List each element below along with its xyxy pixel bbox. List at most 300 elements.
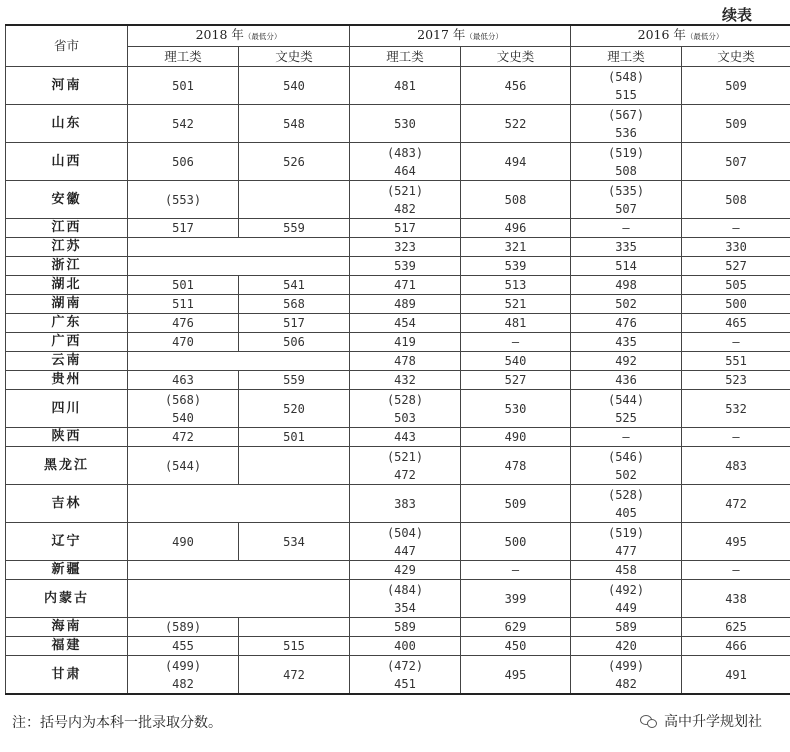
score-cell [128,295,239,314]
score-cell [682,523,790,561]
score-cell [239,143,350,181]
score-value: 419 [394,335,416,349]
score-value: (499) [164,658,202,673]
table-row [6,523,790,561]
score-value: 629 [504,620,527,634]
province-cell: 湖北 [6,276,128,295]
table-row [6,656,790,695]
score-cell [128,428,239,447]
province-cell: 海南 [6,618,128,637]
score-value: 498 [615,278,637,292]
province-cell: 新疆 [6,561,128,580]
province-cell: 广西 [6,333,128,352]
score-value: 449 [615,600,637,615]
province-cell: 四川 [6,390,128,428]
score-cell [461,580,571,618]
score-value: 507 [615,201,637,216]
score-value: — [511,563,520,577]
score-cell [239,637,350,656]
score-value: — [622,430,630,444]
score-value: 472 [172,430,194,444]
score-cell [682,314,790,333]
score-value: 489 [394,297,416,311]
table-row [6,105,790,143]
score-value: 551 [725,354,747,368]
score-value: 517 [394,221,416,235]
score-cell [350,67,461,105]
header-sub: 理工类 [350,47,461,67]
score-cell [128,371,239,390]
score-cell [128,618,239,637]
score-cell [682,219,790,238]
score-value: 405 [615,505,637,520]
score-value: 542 [172,116,194,131]
score-value: 438 [725,591,747,606]
score-cell [350,580,461,618]
table-row [6,390,790,428]
score-cell [461,238,571,257]
score-value: (544) [607,392,645,407]
score-value: 383 [394,496,416,511]
province-cell: 福建 [6,637,128,656]
score-cell [571,485,682,523]
score-cell [461,371,571,390]
score-cell [682,295,790,314]
score-cell [461,561,571,580]
score-value: 511 [172,297,194,311]
province-cell: 黑龙江 [6,447,128,485]
score-cell [350,257,461,276]
score-value: 508 [615,163,637,178]
score-cell [571,561,682,580]
score-cell [128,523,239,561]
province-cell: 甘肃 [6,656,128,695]
score-value: (504) [386,525,424,540]
table-row [6,352,790,371]
score-value: 515 [283,639,305,653]
score-cell [682,276,790,295]
table-row [6,181,790,219]
province-cell: 吉林 [6,485,128,523]
score-value: 559 [283,221,305,235]
score-value: 526 [283,154,305,169]
score-value: 500 [725,297,747,311]
score-value: — [732,430,740,444]
score-cell [350,238,461,257]
score-value: 472 [394,467,416,482]
score-cell [461,181,571,219]
score-value: 589 [615,620,637,634]
score-value: 522 [504,116,527,131]
score-cell [682,428,790,447]
brand [640,711,762,731]
province-cell: 江西 [6,219,128,238]
score-cell [128,276,239,295]
score-cell [461,143,571,181]
score-cell [682,390,790,428]
score-cell [571,656,682,695]
score-value: 476 [172,316,194,330]
score-cell-empty [128,580,350,618]
score-value: 525 [615,410,637,425]
score-value: 456 [504,78,527,93]
score-cell [682,238,790,257]
header-sub: 理工类 [571,47,682,67]
score-value: 540 [283,78,305,93]
score-cell [461,257,571,276]
score-cell [461,618,571,637]
score-value: 527 [504,373,527,387]
score-value: 463 [172,373,194,387]
province-cell: 山西 [6,143,128,181]
table-row [6,67,790,105]
score-value: 534 [283,534,305,549]
score-cell [461,485,571,523]
score-cell [682,352,790,371]
score-cell [461,295,571,314]
header-sub: 文史类 [239,47,350,67]
score-cell [128,143,239,181]
score-cell [461,219,571,238]
score-value: (553) [164,192,202,207]
score-value: 495 [725,534,747,549]
score-value: — [622,221,630,235]
score-cell [350,390,461,428]
score-value: 481 [504,316,527,330]
score-value: 491 [725,667,747,682]
score-value: 482 [394,201,416,216]
score-cell [128,67,239,105]
score-value: 513 [504,278,527,292]
score-cell [682,656,790,695]
score-cell [128,219,239,238]
score-cell [239,105,350,143]
score-value: (484) [386,582,424,597]
score-value: (546) [607,449,645,464]
score-cell [461,276,571,295]
score-value: (544) [164,458,202,473]
score-cell [682,67,790,105]
score-cell [571,447,682,485]
score-cell [128,105,239,143]
score-value: — [511,335,520,349]
score-cell [239,67,350,105]
score-cell [682,580,790,618]
table-row [6,637,790,656]
header-year-2017: 2017 年（最低分） [350,25,571,47]
score-value: 451 [394,676,416,691]
score-value: 472 [283,667,305,682]
score-cell [239,447,350,485]
score-value: 509 [725,78,747,93]
province-cell: 浙江 [6,257,128,276]
score-cell [461,390,571,428]
score-value: (519) [607,525,645,540]
province-cell: 安徽 [6,181,128,219]
score-cell [682,257,790,276]
table-row [6,428,790,447]
province-cell: 山东 [6,105,128,143]
score-value: (528) [386,392,424,407]
wechat-icon [640,714,658,728]
score-cell [350,219,461,238]
score-cell [571,67,682,105]
score-cell [350,143,461,181]
province-cell: 陕西 [6,428,128,447]
score-value: 432 [394,373,416,387]
score-value: 436 [615,373,637,387]
score-value: 400 [394,639,416,653]
score-cell [128,333,239,352]
score-value: 539 [394,259,416,273]
score-value: 471 [394,278,416,292]
score-cell [571,428,682,447]
score-value: 443 [394,430,416,444]
header-province: 省市 [6,25,128,67]
score-value: 478 [504,458,527,473]
score-cell [350,561,461,580]
score-value: (472) [386,658,424,673]
score-cell [682,561,790,580]
score-value: 508 [504,192,527,207]
score-cell [128,181,239,219]
score-cell [571,352,682,371]
score-value: (521) [386,449,424,464]
score-cell [571,105,682,143]
score-cell [461,105,571,143]
table-row [6,295,790,314]
score-cell [239,219,350,238]
score-cell [239,333,350,352]
score-value: 540 [504,354,527,368]
score-value: 541 [283,278,305,292]
score-value: 482 [172,676,194,691]
table-row [6,219,790,238]
score-cell [682,618,790,637]
score-value: 527 [725,259,747,273]
score-value: — [732,563,740,577]
score-cell [239,523,350,561]
score-value: 476 [615,316,637,330]
score-value: 548 [283,116,305,131]
score-value: 490 [172,534,194,549]
score-value: 568 [283,297,305,311]
score-value: 354 [394,600,416,615]
score-value: 517 [283,316,305,330]
score-value: 507 [725,154,747,169]
score-value: 458 [615,563,637,577]
score-cell [571,238,682,257]
province-cell: 河南 [6,67,128,105]
score-value: 521 [504,297,527,311]
score-value: 496 [504,221,527,235]
score-table [5,24,790,695]
score-value: 530 [504,401,527,416]
score-value: 502 [615,297,637,311]
score-cell [571,580,682,618]
score-value: 505 [725,278,747,292]
score-cell [128,656,239,695]
score-cell [461,447,571,485]
score-cell-empty [128,257,350,276]
score-cell [571,181,682,219]
score-value: 429 [394,563,416,577]
table-row [6,257,790,276]
score-cell [239,428,350,447]
score-cell [571,219,682,238]
province-cell: 广东 [6,314,128,333]
score-cell [350,371,461,390]
score-value: 520 [283,401,305,416]
score-value: 503 [394,410,416,425]
score-cell [128,447,239,485]
score-cell [350,352,461,371]
table-row [6,276,790,295]
score-value: 472 [725,496,747,511]
score-cell-empty [128,238,350,257]
table-row [6,143,790,181]
brand-name: 高中升学规划社 [664,714,762,730]
score-value: 435 [615,335,637,349]
score-cell [239,314,350,333]
score-value: 536 [615,125,637,140]
header-sub: 文史类 [682,47,790,67]
score-value: 454 [394,316,416,330]
score-cell [128,314,239,333]
score-value: 482 [615,676,637,691]
table-row [6,485,790,523]
score-value: 330 [725,240,747,254]
score-cell [461,67,571,105]
score-cell [571,371,682,390]
table-body [6,67,790,695]
score-cell [571,143,682,181]
province-cell: 湖南 [6,295,128,314]
score-value: 399 [504,591,527,606]
score-value: 509 [725,116,747,131]
score-value: (521) [386,183,424,198]
score-cell [239,371,350,390]
score-value: (568) [164,392,202,407]
score-value: 501 [172,278,194,292]
score-value: 464 [394,163,416,178]
score-cell [461,352,571,371]
score-cell [571,333,682,352]
score-cell [350,333,461,352]
score-cell [350,485,461,523]
score-cell [350,447,461,485]
score-value: 335 [615,240,637,254]
score-cell [350,105,461,143]
score-value: 530 [394,116,416,131]
score-cell [350,295,461,314]
province-cell: 江苏 [6,238,128,257]
score-value: 470 [172,335,194,349]
score-value: 515 [615,87,637,102]
score-table-container [5,24,790,695]
score-value: 323 [394,240,416,254]
score-cell [239,295,350,314]
table-row [6,314,790,333]
province-cell: 内蒙古 [6,580,128,618]
score-cell [682,105,790,143]
score-cell [682,371,790,390]
score-value: 540 [172,410,194,425]
score-value: 465 [725,316,747,330]
score-value: 495 [504,667,527,682]
score-cell [239,181,350,219]
score-value: 559 [283,373,305,387]
score-value: 490 [504,430,527,444]
score-value: 466 [725,639,747,653]
score-value: 539 [504,259,527,273]
score-cell [461,637,571,656]
score-cell-empty [128,485,350,523]
score-cell [682,143,790,181]
table-row [6,447,790,485]
score-cell [461,428,571,447]
score-value: (492) [607,582,645,597]
province-cell: 云南 [6,352,128,371]
score-cell [461,314,571,333]
score-cell [128,390,239,428]
score-value: 514 [615,259,637,273]
score-value: 494 [504,154,527,169]
score-value: 589 [394,620,416,634]
score-value: 501 [283,430,305,444]
table-row [6,333,790,352]
score-value: 509 [504,496,527,511]
score-cell [239,390,350,428]
score-value: (483) [386,145,424,160]
score-cell [461,333,571,352]
score-value: 455 [172,639,194,653]
score-value: (567) [607,107,645,122]
header-year-2018: 2018 年（最低分） [128,25,350,47]
header-sub: 理工类 [128,47,239,67]
score-value: 506 [283,335,305,349]
table-row [6,618,790,637]
province-cell: 贵州 [6,371,128,390]
score-cell [571,314,682,333]
score-value: 506 [172,154,194,169]
score-cell [239,656,350,695]
score-cell [239,618,350,637]
score-cell-empty [128,352,350,371]
score-value: (528) [607,487,645,502]
score-value: 481 [394,78,416,93]
score-value: 321 [504,240,527,254]
score-value: 483 [725,458,747,473]
table-row [6,238,790,257]
score-cell [350,656,461,695]
score-value: 625 [725,620,747,634]
header-year-2016: 2016 年（最低分） [571,25,790,47]
score-value: 508 [725,192,747,207]
score-cell [350,428,461,447]
footnote: 注：括号内为本科一批录取分数。 [12,715,222,731]
score-value: (519) [607,145,645,160]
table-row [6,371,790,390]
table-row [6,580,790,618]
score-value: 523 [725,373,747,387]
score-cell [682,485,790,523]
score-cell [682,181,790,219]
score-value: 517 [172,221,194,235]
score-value: 478 [394,354,416,368]
province-cell: 辽宁 [6,523,128,561]
score-cell [682,637,790,656]
